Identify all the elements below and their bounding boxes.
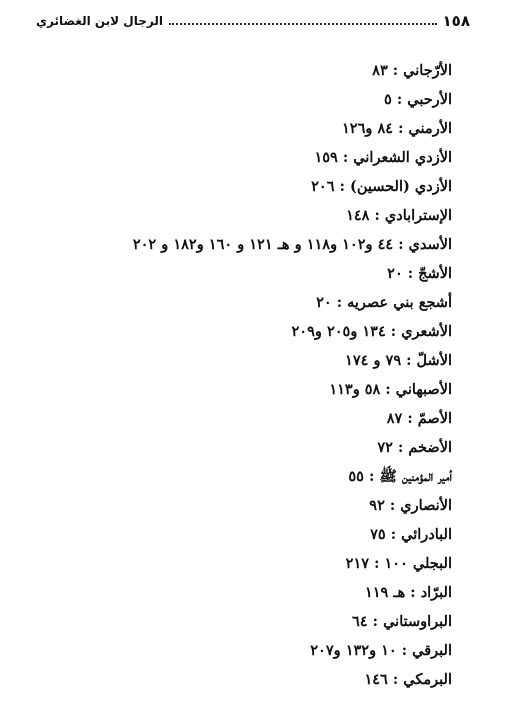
index-entry: الأضخم : ٧٢	[377, 439, 452, 456]
index-entry: الأسدي : ٤٤ و١٠٢ و١١٨ و هـ ١٢١ و ١٦٠ و١٨٢ و ٢٠٢	[132, 236, 452, 253]
index-entry: أمير المؤمنين ﷺ : ٥٥	[348, 468, 452, 485]
index-entry: الأرّجاني : ٨٣	[372, 62, 452, 79]
index-entry: البجلي ١٠٠ : ٢١٧	[345, 555, 452, 572]
index-entry: الأصمّ : ٨٧	[386, 410, 452, 427]
index-entry: البادرائي : ٧٥	[370, 526, 452, 543]
index-entry: البراوستاني : ٦٤	[352, 613, 452, 630]
index-entry: أشجع بني عصريه : ٢٠	[316, 294, 452, 311]
index-list	[32, 56, 452, 694]
index-entry: الأنصاري : ٩٢	[369, 497, 452, 514]
index-entry: الأشجّ : ٢٠	[387, 265, 452, 282]
index-entry: الأزدي (الحسين) : ٢٠٦	[311, 178, 452, 195]
header-dotted-leader	[169, 23, 437, 25]
index-entry: البرمكي : ١٤٦	[364, 671, 452, 688]
index-entry: الإسترابادي : ١٤٨	[346, 207, 452, 224]
index-entry: الأرمني : ٨٤ و١٢٦	[342, 120, 452, 137]
index-entry: الأرحبي : ٥	[384, 91, 452, 108]
running-title: الرجال لابن الغضائري	[36, 14, 163, 28]
index-entry: الأزدي الشعراني : ١٥٩	[314, 149, 452, 166]
index-entry: الأشلّ : ٧٩ و ١٧٤	[345, 352, 452, 369]
page-number: ١٥٨	[442, 12, 470, 30]
index-entry: البرّاد : هـ ١١٩	[364, 584, 452, 601]
index-entry: البرقي : ١٠ و١٣٢ و٢٠٧	[310, 642, 452, 659]
index-entry: الأصبهاني : ٥٨ و١١٣	[329, 381, 452, 398]
page-header	[36, 10, 470, 32]
index-entry: الأشعري : ١٣٤ و٢٠٥ و٢٠٩	[291, 323, 452, 340]
